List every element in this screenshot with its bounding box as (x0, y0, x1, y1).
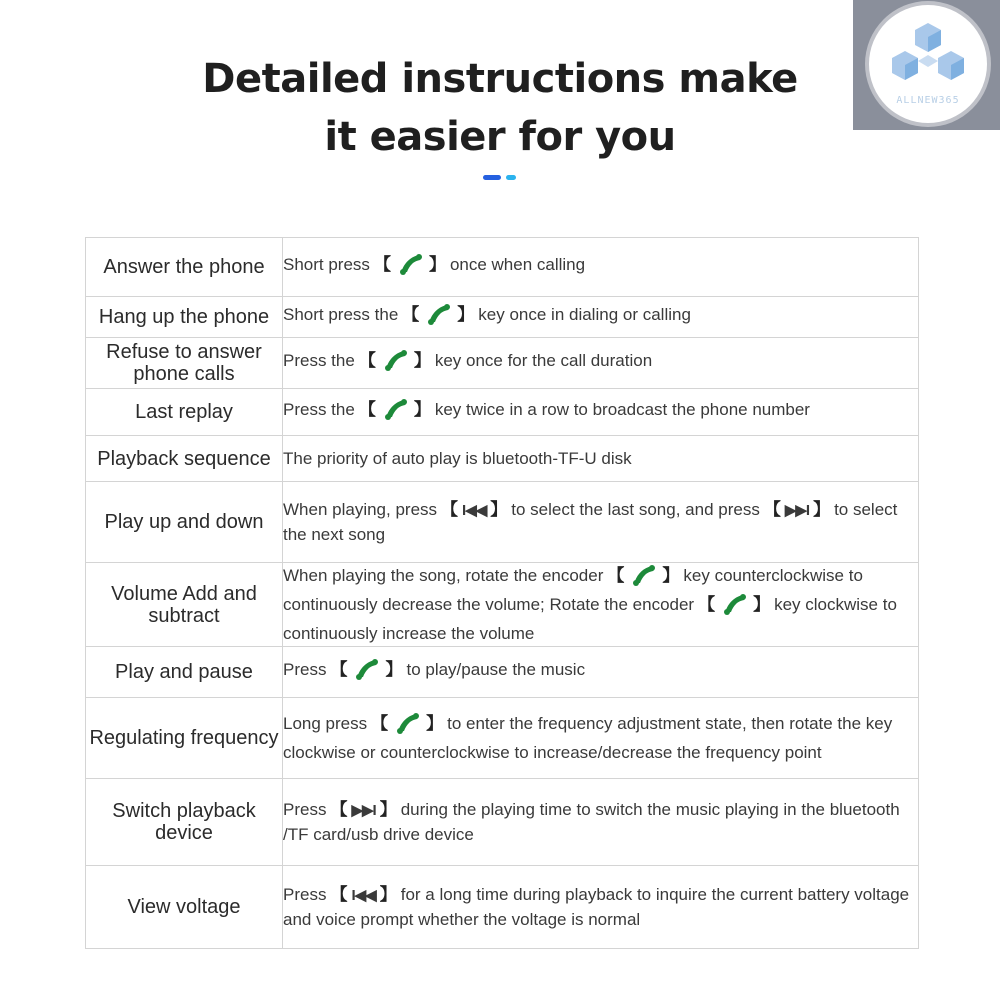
function-label: Volume Add and subtract (86, 563, 283, 647)
function-label: Refuse to answer phone calls (86, 338, 283, 389)
function-description: The priority of auto play is bluetooth-TF-U disk (283, 436, 919, 482)
function-description: Press the 【 】 key once for the call duration (283, 338, 919, 389)
table-row (86, 238, 919, 297)
function-description: Long press 【 】 to enter the frequency adjustment state, then rotate the key clockwise or counterclockwise to increase/decrease the frequency point (283, 698, 919, 779)
function-description: Short press 【 】 once when calling (283, 238, 919, 297)
function-description: Press 【 ▶▶I 】 during the playing time to switch the music playing in the bluetooth /TF card/usb drive device (283, 779, 919, 866)
table-row (86, 647, 919, 698)
phone-key-icon (383, 349, 407, 378)
function-label: Last replay (86, 389, 283, 436)
function-description: When playing, press 【 I◀◀ 】 to select the last song, and press 【 ▶▶I 】 to select the next song (283, 482, 919, 563)
function-description: Press 【 I◀◀ 】 for a long time during playback to inquire the current battery voltage and voice prompt whether the voltage is normal (283, 866, 919, 949)
phone-key-icon (631, 564, 655, 593)
table-row (86, 482, 919, 563)
logo-wordmark: ALLNEW365 (896, 95, 960, 106)
table-row (86, 779, 919, 866)
table-row (86, 297, 919, 338)
function-description: Short press the 【 】 key once in dialing or calling (283, 297, 919, 338)
next-track-icon: ▶▶I (784, 501, 810, 519)
phone-key-icon (426, 303, 450, 332)
next-track-icon: ▶▶I (351, 801, 376, 819)
function-label: View voltage (86, 866, 283, 949)
table-row (86, 866, 919, 949)
phone-key-icon (383, 398, 407, 427)
previous-track-icon: I◀◀ (351, 886, 376, 904)
function-label: Play and pause (86, 647, 283, 698)
phone-key-icon (398, 253, 422, 282)
title-line-2: it easier for you (324, 114, 676, 160)
function-label: Answer the phone (86, 238, 283, 297)
table-row (86, 436, 919, 482)
instructions-table (85, 237, 919, 949)
function-label: Regulating frequency (86, 698, 283, 779)
function-description: Press 【 】 to play/pause the music (283, 647, 919, 698)
function-label: Playback sequence (86, 436, 283, 482)
table-row (86, 389, 919, 436)
function-label: Hang up the phone (86, 297, 283, 338)
phone-key-icon (722, 593, 746, 622)
function-description: When playing the song, rotate the encoder 【 】 key counterclockwise to continuously decrease the volume; Rotate the encoder 【 】 key clockwise to continuously increase the volume (283, 563, 919, 647)
table-row (86, 698, 919, 779)
function-description: Press the 【 】 key twice in a row to broadcast the phone number (283, 389, 919, 436)
function-label: Play up and down (86, 482, 283, 563)
function-label: Switch playback device (86, 779, 283, 866)
page-title (0, 50, 1000, 166)
title-line-1: Detailed instructions make (202, 56, 798, 102)
previous-track-icon: I◀◀ (462, 501, 487, 519)
table-row (86, 563, 919, 647)
table-row (86, 338, 919, 389)
phone-key-icon (354, 658, 378, 687)
phone-key-icon (395, 712, 419, 741)
